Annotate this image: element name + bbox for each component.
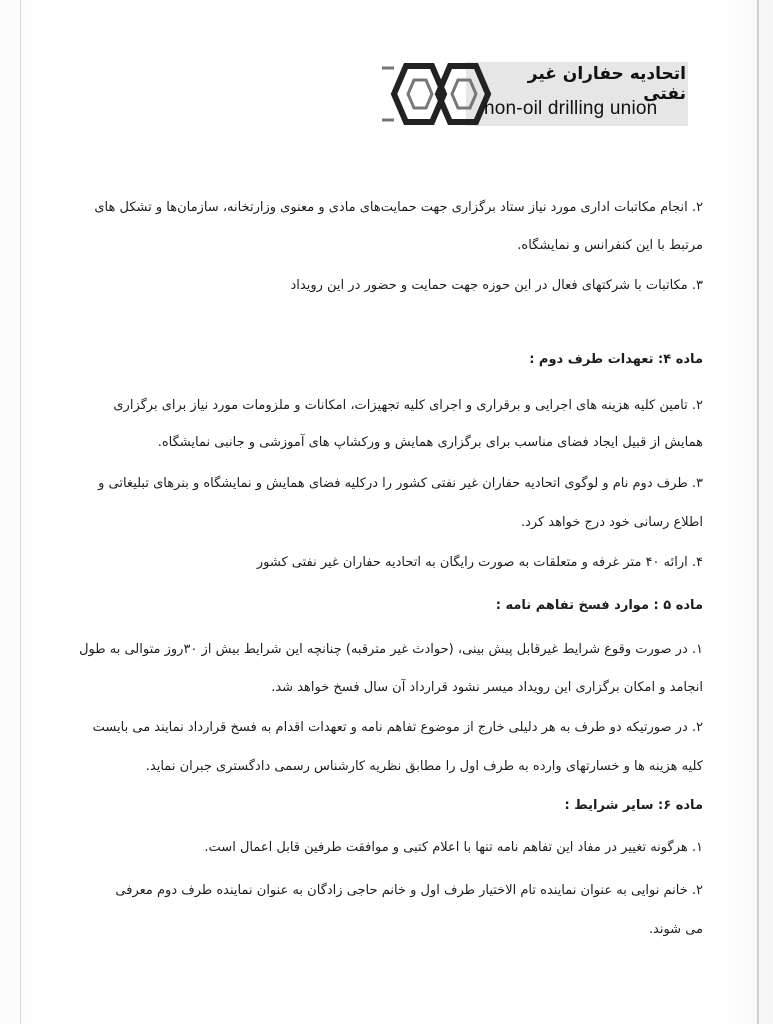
- page-edge-shadow: [757, 0, 759, 1024]
- clause-text-line: ۱. در صورت وقوع شرایط غیرقابل پیش بینی، (حوادث غیر مترقبه) چنانچه این شرایط بیش از ۳۰روز متوالی به طول: [79, 642, 703, 657]
- clause-text-line: ۲. در صورتیکه دو طرف به هر دلیلی خارج از موضوع تفاهم نامه و تعهدات اقدام به فسخ قرارداد نمایند می بایست: [92, 720, 703, 735]
- clause-text-line: ۱. هرگونه تغییر در مفاد این تفاهم نامه تنها با اعلام کتبی و موافقت طرفین قابل اعمال است.: [204, 840, 703, 855]
- clause-text-line: ۴. ارائه ۴۰ متر غرفه و متعلقات به صورت رایگان به اتحادیه حفاران غیر نفتی کشور: [256, 555, 703, 570]
- clause-text-line: می شوند.: [648, 922, 703, 937]
- clause-text-line: مرتبط با این کنفرانس و نمایشگاه.: [517, 238, 703, 253]
- logo-title-persian: اتحادیه حفاران غیر نفتی: [527, 64, 686, 104]
- clause-text-line: انجامد و امکان برگزاری این رویداد میسر نشود قرارداد آن سال فسخ خواهد شد.: [271, 680, 703, 695]
- section-heading: ماده ۶: سایر شرایط :: [564, 798, 703, 813]
- section-heading: ماده ۵ : موارد فسخ تفاهم نامه :: [495, 598, 703, 613]
- clause-text-line: ۲. خانم نوایی به عنوان نماینده تام الاختیار طرف اول و خانم حاجی زادگان به عنوان نماینده طرف دوم معرفی: [115, 883, 703, 898]
- clause-text-line: اطلاع رسانی خود درج خواهد کرد.: [520, 515, 703, 530]
- union-logo: [380, 48, 690, 140]
- clause-text-line: ۳. مکاتبات با شرکتهای فعال در این حوزه جهت حمایت و حضور در این رویداد: [290, 278, 703, 293]
- section-heading: ماده ۴: تعهدات طرف دوم :: [529, 352, 703, 367]
- page-edge-shadow: [20, 0, 21, 1024]
- clause-text-line: ۳. طرف دوم نام و لوگوی اتحادیه حفاران غیر نفتی کشور را درکلیه فضای همایش و نمایشگاه و بنرهای تبلیغاتی و: [98, 476, 703, 491]
- clause-text-line: ۲. انجام مکاتبات اداری مورد نیاز ستاد برگزاری جهت حمایت‌های مادی و معنوی وزارتخانه، سازمان‌ها و تشکل های: [94, 200, 703, 215]
- logo-title-english: non-oil drilling union: [484, 98, 658, 119]
- clause-text-line: ۲. تامین کلیه هزینه های اجرایی و برقراری و اجرای کلیه تجهیزات، امکانات و ملزومات مورد نیاز برای برگزاری: [113, 398, 703, 413]
- clause-text-line: همایش از قبیل ایجاد فضای مناسب برای برگزاری همایش و ورکشاپ های آموزشی و جانبی نمایشگاه.: [157, 435, 703, 450]
- clause-text-line: کلیه هزینه ها و خسارتهای وارده به طرف اول را مطابق نظریه کارشناس رسمی دادگستری جبران نماید.: [145, 759, 703, 774]
